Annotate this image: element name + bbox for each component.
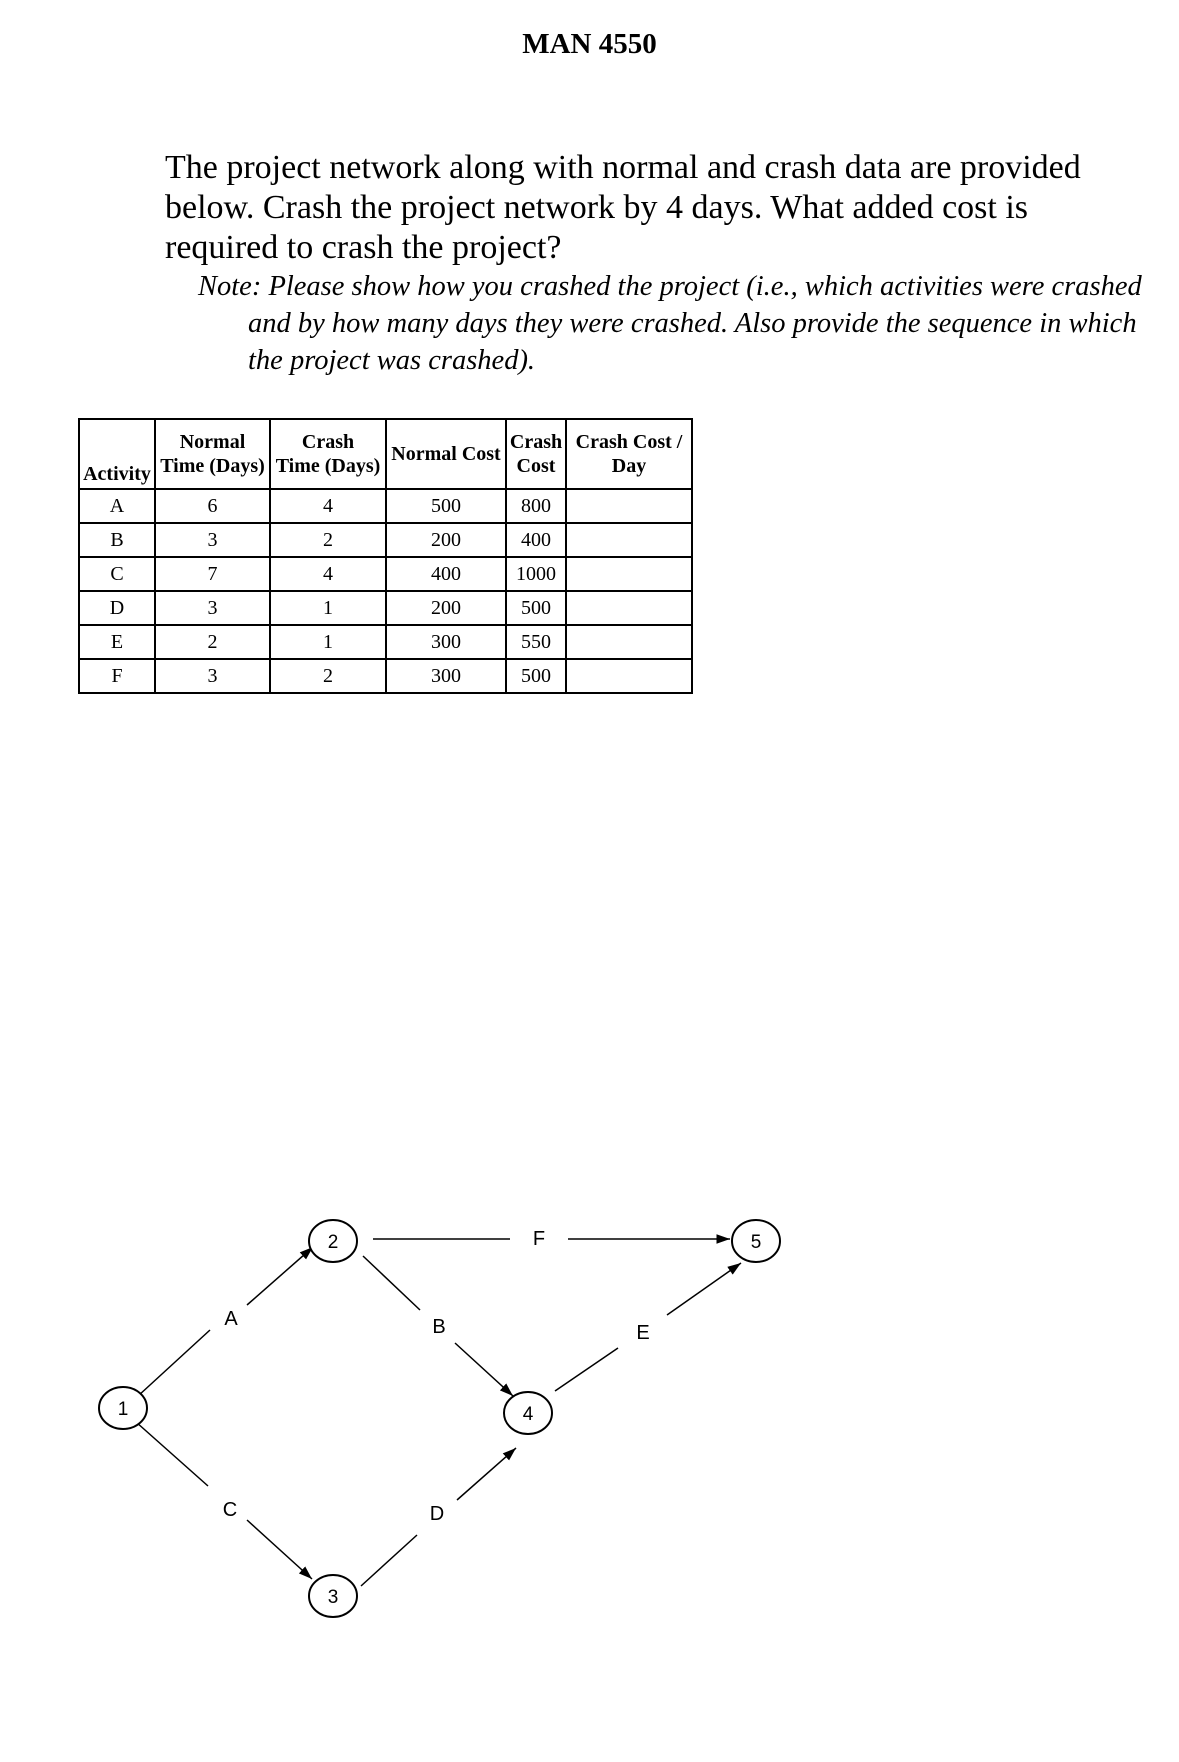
header-normal-time-line2: Time (Days)	[160, 455, 265, 477]
cell-normal-time: 2	[155, 625, 270, 659]
project-network-diagram	[0, 1180, 1179, 1640]
header-crash-cost-per-day-line2: Day	[611, 455, 647, 477]
cell-crash-cost-per-day[interactable]	[566, 557, 692, 591]
table-header-row	[79, 419, 692, 489]
cell-crash-time: 4	[270, 489, 386, 523]
cell-normal-cost: 300	[386, 625, 506, 659]
cell-activity: B	[79, 523, 155, 557]
edge-label-c: C	[222, 1499, 238, 1521]
cell-normal-cost: 200	[386, 591, 506, 625]
header-crash-cost-line2: Cost	[516, 455, 556, 477]
cell-crash-cost-per-day[interactable]	[566, 591, 692, 625]
table-row	[79, 659, 692, 693]
cell-activity: E	[79, 625, 155, 659]
cell-normal-time: 3	[155, 659, 270, 693]
table-row	[79, 591, 692, 625]
edge-label-d: D	[429, 1503, 445, 1525]
header-normal-cost	[386, 419, 506, 489]
cell-crash-time: 1	[270, 591, 386, 625]
header-crash-time-line2: Time (Days)	[275, 455, 381, 477]
node-3	[309, 1575, 357, 1617]
cell-crash-cost-per-day[interactable]	[566, 625, 692, 659]
cell-activity: D	[79, 591, 155, 625]
table-row	[79, 489, 692, 523]
cell-activity: F	[79, 659, 155, 693]
node-1-label: 1	[117, 1399, 129, 1420]
header-crash-time	[270, 419, 386, 489]
cell-crash-cost: 500	[506, 591, 566, 625]
cell-normal-time: 3	[155, 523, 270, 557]
table-row	[79, 625, 692, 659]
header-normal-time	[155, 419, 270, 489]
header-crash-cost	[506, 419, 566, 489]
node-5-label: 5	[750, 1232, 762, 1253]
cell-crash-cost: 1000	[506, 557, 566, 591]
cell-normal-time: 7	[155, 557, 270, 591]
cell-crash-cost-per-day[interactable]	[566, 489, 692, 523]
edge-label-f: F	[532, 1228, 546, 1250]
cell-normal-time: 6	[155, 489, 270, 523]
cell-activity: C	[79, 557, 155, 591]
table-row	[79, 523, 692, 557]
edge-label-b: B	[432, 1316, 446, 1338]
header-crash-cost-per-day-line1: Crash Cost /	[575, 431, 683, 453]
cell-crash-cost-per-day[interactable]	[566, 659, 692, 693]
cell-crash-cost: 550	[506, 625, 566, 659]
node-2-label: 2	[327, 1232, 339, 1253]
header-normal-time-line1: Normal	[179, 431, 246, 453]
cell-normal-cost: 500	[386, 489, 506, 523]
node-2	[309, 1220, 357, 1262]
cell-crash-cost-per-day[interactable]	[566, 523, 692, 557]
header-activity	[79, 419, 155, 489]
cell-crash-cost: 800	[506, 489, 566, 523]
cell-normal-cost: 200	[386, 523, 506, 557]
header-normal-cost-label: Normal Cost	[391, 443, 501, 465]
cell-crash-time: 2	[270, 659, 386, 693]
header-activity-label: Activity	[83, 463, 151, 485]
cell-crash-cost: 500	[506, 659, 566, 693]
edge-label-e: E	[636, 1322, 650, 1344]
header-crash-cost-per-day	[566, 419, 692, 489]
header-crash-time-line1: Crash	[301, 431, 355, 453]
node-4	[504, 1392, 552, 1434]
question-note: Note: Please show how you crashed the project (i.e., which activities were crashed and by how many days they were crashed. Also provide the sequence in which the project was crashed).	[198, 271, 1142, 376]
cell-normal-cost: 400	[386, 557, 506, 591]
node-1	[99, 1387, 147, 1429]
question-text: The project network along with normal and crash data are provided below. Crash the project network by 4 days. What added cost is required to crash the project?	[165, 149, 1081, 266]
node-3-label: 3	[327, 1587, 339, 1608]
page-title: MAN 4550	[522, 28, 657, 60]
crash-data-table	[78, 418, 693, 694]
header-crash-cost-line1: Crash	[509, 431, 563, 453]
cell-activity: A	[79, 489, 155, 523]
node-5	[732, 1220, 780, 1262]
cell-normal-time: 3	[155, 591, 270, 625]
cell-crash-cost: 400	[506, 523, 566, 557]
cell-normal-cost: 300	[386, 659, 506, 693]
table-row	[79, 557, 692, 591]
node-4-label: 4	[522, 1404, 534, 1425]
cell-crash-time: 2	[270, 523, 386, 557]
edge-label-a: A	[224, 1308, 238, 1330]
cell-crash-time: 1	[270, 625, 386, 659]
cell-crash-time: 4	[270, 557, 386, 591]
